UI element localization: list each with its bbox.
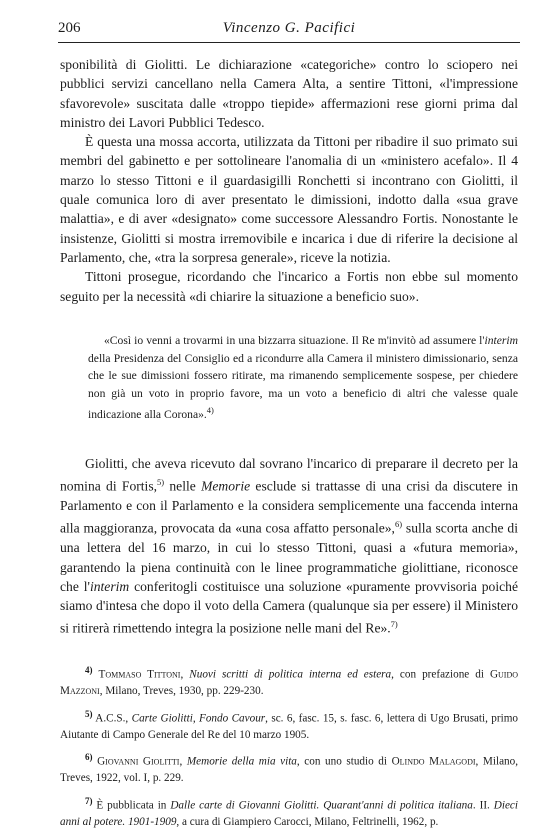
footnote-mark: 6) xyxy=(85,752,93,763)
footnote-text: Giovanni Giolitti xyxy=(97,755,180,768)
footnote-ref-5: 5) xyxy=(157,477,165,488)
page-header xyxy=(58,18,520,43)
quote-italic-interim: interim xyxy=(484,334,518,347)
footnote-6 xyxy=(60,749,518,787)
footnote-text: Dalle carte di Giovanni Giolitti. Quarant'anni di politica italiana xyxy=(170,799,473,812)
p4-text-a: Giolitti, che aveva ricevuto dal sovrano l'incarico di preparare il decreto per la nomina di Fortis, xyxy=(60,456,518,494)
paragraph-2: È questa una mossa accorta, utilizzata da Tittoni per ribadire il suo primato sui membri del gabinetto e per sottolineare l'anomalia di un «ministero acefalo». Il 4 marzo lo stesso Tittoni e il guardasigilli Ronchetti si incontrano con Giolitti, il quale comunica loro di aver presentato le dimissioni, indotto dalla «sua grave malattia», e di aver «designato» come successore Alessandro Fortis. Nonostante le insistenze, Giolitti si mostra irremovibile e incarica i due di riferire la decisione al Parlamento, che, «tra la sorpresa generale», riceve la notizia. xyxy=(60,134,518,265)
p4-italic-interim: interim xyxy=(89,578,130,594)
footnote-ref-7: 7) xyxy=(390,619,398,630)
footnote-text: , xyxy=(180,668,190,681)
footnote-text: , con uno studio di xyxy=(296,755,392,768)
page-number: 206 xyxy=(58,20,81,36)
footnote-text: , sc. 6, fasc. 15, s. fasc. 6, lettera di Ugo Brusati, primo Aiutante di Campo Generale del Re del 10 marzo 1905. xyxy=(60,712,519,741)
footnote-text: , Milano, Treves, 1922, vol. I, p. 229. xyxy=(60,755,519,785)
footnote-mark: 7) xyxy=(85,795,93,806)
footnote-4 xyxy=(60,662,518,700)
footnote-5 xyxy=(60,706,518,744)
body-text-upper xyxy=(60,55,518,306)
paragraph-3: Tittoni prosegue, ricordando che l'incarico a Fortis non ebbe sul momento seguito per la necessità «di chiarire la situazione a beneficio suo». xyxy=(60,269,518,304)
p4-text-d: sulla scorta anche di una lettera del 16 marzo, in cui lo stesso Tittoni, quasi a «futura memoria», garantendo la piena continuità con le linee programmatiche giolittiane, riconosce che l' xyxy=(60,520,519,594)
footnote-text: Olindo Malagodi xyxy=(391,755,476,768)
footnote-mark: 4) xyxy=(85,665,93,675)
footnote-text: Carte Giolitti, Fondo Cavour xyxy=(131,712,266,725)
running-head: Vincenzo G. Pacifici xyxy=(222,20,356,36)
footnotes xyxy=(60,662,518,836)
footnote-text: Memorie della mia vita xyxy=(186,755,297,768)
footnote-text: Guido Mazzoni xyxy=(60,668,519,698)
footnote-mark: 5) xyxy=(85,708,93,719)
quote-paragraph xyxy=(88,332,518,424)
footnote-ref-4: 4) xyxy=(206,405,214,416)
footnote-ref-6: 6) xyxy=(394,519,403,530)
p4-text-b: nelle xyxy=(164,478,202,494)
body-text-lower xyxy=(60,454,518,638)
footnote-text: Dieci anni al potere. 1901-1909 xyxy=(60,799,518,828)
footnote-7 xyxy=(60,793,518,831)
footnote-text: , a cura di Giampiero Carocci, Milano, Feltrinelli, 1962, p. xyxy=(176,815,439,828)
footnote-text: . II. xyxy=(472,799,494,812)
footnote-text: , Milano, Treves, 1930, pp. 229-230. xyxy=(99,685,264,698)
footnote-text: , con prefazione di xyxy=(391,668,490,681)
quote-text-b: della Presidenza del Consiglio ed a ricondurre alla Camera il ministero dimissionario, senza che le sue dimissioni fossero ritirate, ma rimanendo semplicemente sospese, per chiedere non già un voto in proprio favore, ma un voto a beneficio di altri che valesse quale indicazione alla Corona». xyxy=(88,351,518,422)
footnote-text: È pubblicata in xyxy=(96,799,171,812)
p4-text-c: esclude si trattasse di una crisi da discutere in Parlamento e con il Parlamento e la considera semplicemente una faccenda interna alla maggioranza, provocata da «una cosa affatto personale», xyxy=(60,478,518,536)
footnote-text: A.C.S., xyxy=(95,712,132,725)
p4-text-e: conferitogli costituisce una soluzione «puramente provvisoria poiché siamo d'intesa che dopo il voto della Camera (qualunque sia per essere) il Ministero si ritirerà rimettendo integra la posizione nelle mani del Re». xyxy=(60,578,518,636)
footnote-text: Tommaso Tittoni xyxy=(98,668,181,681)
quote-text-a: «Così io venni a trovarmi in una bizzarra situazione. Il Re m'invitò ad assumere l' xyxy=(104,334,485,347)
footnote-text: Nuovi scritti di politica interna ed estera xyxy=(189,668,392,681)
paragraph-1: sponibilità di Giolitti. Le dichiarazione «categoriche» contro lo sciopero nei pubblici servizi cancellano nella Camera Alta, a sentire Tittoni, «l'impressione sfavorevole» suscitata dalle «troppo tiepide» affermazioni rese giorni prima dal ministro dei Lavori Pubblici Tedesco. xyxy=(60,57,518,130)
paragraph-4 xyxy=(60,454,518,638)
block-quote xyxy=(88,332,518,424)
p4-italic-memorie: Memorie xyxy=(201,478,251,494)
footnote-text: , xyxy=(179,755,187,768)
